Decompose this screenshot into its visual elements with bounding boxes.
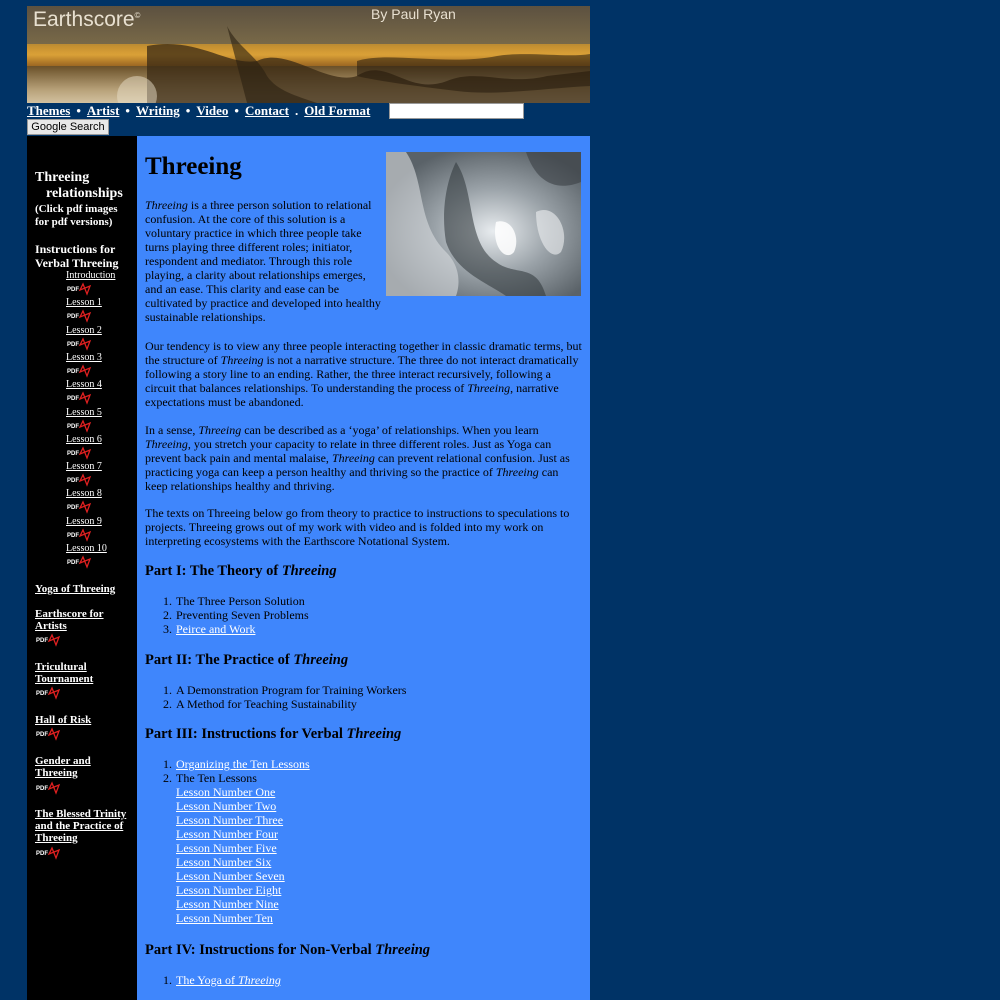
part4-heading: Part IV: Instructions for Non-Verbal Threeing	[145, 942, 431, 958]
pdf-icon[interactable]	[66, 419, 92, 433]
list-item: 1. The Yoga of Threeing	[163, 973, 281, 987]
header-banner	[27, 6, 590, 103]
svg-text:PDF: PDF	[36, 786, 48, 792]
pdf-icon[interactable]	[66, 309, 92, 323]
list-item: 1. A Demonstration Program for Training Workers	[163, 683, 407, 697]
nav-artist[interactable]: Artist	[86, 103, 120, 118]
main-content	[137, 136, 590, 1000]
svg-text:PDF: PDF	[67, 368, 79, 375]
lesson-number-link[interactable]: Lesson Number Seven	[176, 869, 285, 883]
pdf-icon[interactable]	[66, 391, 92, 405]
part3-heading: Part III: Instructions for Verbal Threeing	[145, 726, 402, 742]
nav-contact[interactable]: Contact	[244, 103, 289, 118]
lesson-number-link[interactable]: Lesson Number Eight	[176, 883, 282, 897]
intro-paragraph: Threeing is a three person solution to relational confusion. At the core of this solution is a voluntary practice in which three people take turns playing three different roles; initiator, respondent and mediator. Through this role playing, a clarity about relationships emerges, and an ease. This clarity and ease can be cultivated by practice and developed into healthy sustainable relationships.	[145, 198, 381, 324]
pdf-icon[interactable]	[35, 846, 61, 860]
sidebar-lesson-link[interactable]: Lesson 9	[66, 515, 102, 527]
threeing-artwork-image	[386, 152, 581, 296]
svg-text:PDF: PDF	[67, 505, 79, 512]
sidebar-lesson-link[interactable]: Lesson 5	[66, 406, 102, 418]
svg-text:PDF: PDF	[67, 450, 79, 457]
part4-list	[145, 973, 281, 987]
search-input[interactable]	[389, 103, 524, 119]
svg-text:PDF: PDF	[67, 341, 79, 348]
sidebar-lesson-link[interactable]: Lesson 1	[66, 297, 102, 309]
instructions-heading: Instructions for Verbal Threeing	[35, 242, 119, 270]
svg-text:PDF: PDF	[67, 478, 79, 485]
lesson-number-link[interactable]: Lesson Number Five	[176, 841, 277, 855]
sidebar-link-hall-of-risk[interactable]: Hall of Risk	[35, 714, 92, 726]
svg-text:PDF: PDF	[67, 287, 79, 293]
part2-heading: Part II: The Practice of Threeing	[145, 652, 349, 668]
paragraph-texts: The texts on Threeing below go from theory to practice to instructions to speculations to projects. Threeing grows out of my work with video and is folded into my work on interpreting ecosystems with the Earthscore Notational System.	[145, 506, 570, 548]
svg-text:PDF: PDF	[67, 396, 79, 403]
sidebar-lesson-link[interactable]: Lesson 7	[66, 461, 102, 473]
sidebar-lesson-link[interactable]: Lesson 6	[66, 433, 102, 445]
lesson-number-link[interactable]: Lesson Number One	[176, 785, 276, 799]
pdf-icon[interactable]	[35, 727, 61, 741]
list-item: 1. The Three Person Solution	[163, 594, 305, 608]
lesson-number-link[interactable]: Lesson Number Ten	[176, 911, 273, 925]
svg-text:PDF: PDF	[36, 732, 48, 738]
byline: By Paul Ryan	[371, 6, 456, 22]
pdf-icon[interactable]	[66, 446, 92, 460]
svg-text:PDF: PDF	[36, 851, 48, 857]
pdf-note: (Click pdf images for pdf versions)	[35, 203, 118, 228]
sidebar-link-blessed-trinity[interactable]: The Blessed Trinity and the Practice of Threeing	[35, 808, 127, 844]
sidebar-lesson-link[interactable]: Lesson 4	[66, 379, 102, 391]
top-nav: Themes • Artist • Writing • Video • Contact . Old Format	[27, 103, 371, 118]
lesson-number-link[interactable]: Lesson Number Six	[176, 855, 272, 869]
pdf-icon[interactable]	[66, 473, 92, 487]
list-item: 2. Preventing Seven Problems	[163, 608, 309, 622]
list-item: 3. Peirce and Work	[163, 622, 256, 636]
nav-themes[interactable]: Themes	[27, 103, 71, 118]
nav-old-format[interactable]: Old Format	[304, 103, 371, 118]
pdf-icon[interactable]	[66, 555, 92, 569]
sidebar-lesson-link[interactable]: Lesson 10	[66, 543, 107, 554]
link-peirce-and-work[interactable]: Peirce and Work	[176, 622, 256, 636]
pdf-icon[interactable]	[66, 282, 92, 296]
link-yoga-of-threeing[interactable]: The Yoga of Threeing	[176, 973, 281, 987]
lesson-number-link[interactable]: Lesson Number Nine	[176, 897, 279, 911]
list-item: 1. Organizing the Ten Lessons	[163, 757, 310, 771]
lesson-number-link[interactable]: Lesson Number Four	[176, 827, 278, 841]
sidebar	[27, 136, 137, 1000]
svg-text:PDF: PDF	[67, 560, 79, 566]
google-search-button[interactable]: Google Search	[27, 119, 109, 135]
lesson-number-link[interactable]: Lesson Number Three	[176, 813, 284, 827]
link-organizing-ten-lessons[interactable]: Organizing the Ten Lessons	[176, 757, 310, 771]
nav-writing[interactable]: Writing	[135, 103, 180, 118]
svg-text:PDF: PDF	[67, 314, 79, 321]
paragraph-yoga: In a sense, Threeing can be described as a ‘yoga’ of relationships. When you learn Threeing, you stretch your capacity to relate in three different roles. Just as Yoga can prevent back pain and mental malaise, Threeing can prevent relational confusion. Just as practicing yoga can keep a person healthy and thriving so the practice of Threeing can keep relationships healthy and thriving.	[145, 423, 570, 493]
nav-video[interactable]: Video	[196, 103, 229, 118]
lesson-number-link[interactable]: Lesson Number Two	[176, 799, 277, 813]
list-item: 2. A Method for Teaching Sustainability	[163, 697, 357, 711]
pdf-icon[interactable]	[35, 686, 61, 700]
svg-text:PDF: PDF	[67, 423, 79, 430]
site-logo-text[interactable]: Earthscore©	[33, 8, 141, 31]
sidebar-link-earthscore-for-artists[interactable]: Earthscore for Artists	[35, 608, 104, 632]
page-title: Threeing	[145, 153, 242, 180]
part1-list	[145, 594, 309, 636]
ten-lessons-list	[176, 785, 310, 925]
svg-text:PDF: PDF	[36, 638, 48, 644]
part3-list	[145, 757, 310, 925]
sidebar-link-gender-and-threeing[interactable]: Gender and Threeing	[35, 755, 91, 779]
sidebar-heading: Threeing relationships	[35, 170, 123, 201]
svg-text:PDF: PDF	[67, 532, 79, 539]
pdf-icon[interactable]	[66, 500, 92, 514]
sidebar-link-yoga-of-threeing[interactable]: Yoga of Threeing	[35, 583, 116, 595]
pdf-icon[interactable]	[66, 337, 92, 351]
part1-heading: Part I: The Theory of Threeing	[145, 563, 337, 579]
list-item: 2. The Ten Lessons Lesson Number One Lesson Number Two Lesson Number Three Lesson Number Four Lesson Number Five Lesson Number Six Lesson Number Seven Lesson Number Eight Lesson Number Nine Lesson Number Ten	[145, 771, 310, 925]
sidebar-lesson-link[interactable]: Introduction	[66, 270, 116, 281]
sidebar-link-tricultural-tournament[interactable]: Tricultural Tournament	[35, 661, 94, 685]
pdf-icon[interactable]	[35, 633, 61, 647]
sidebar-lesson-link[interactable]: Lesson 2	[66, 324, 102, 336]
sidebar-lesson-link[interactable]: Lesson 3	[66, 351, 102, 363]
pdf-icon[interactable]	[66, 364, 92, 378]
pdf-icon[interactable]	[66, 528, 92, 542]
sidebar-lesson-link[interactable]: Lesson 8	[66, 488, 102, 500]
pdf-icon[interactable]	[35, 781, 61, 795]
paragraph-structure: Our tendency is to view any three people interacting together in classic dramatic terms, but the structure of Threeing is not a narrative structure. The three do not interact dramatically following a story line to an ending. Rather, the three interact recursively, following a circuit that balances relationships. To understanding the process of Threeing, narrative expectations must be abandoned.	[145, 339, 582, 409]
svg-text:PDF: PDF	[36, 691, 48, 697]
part2-list	[145, 683, 406, 711]
